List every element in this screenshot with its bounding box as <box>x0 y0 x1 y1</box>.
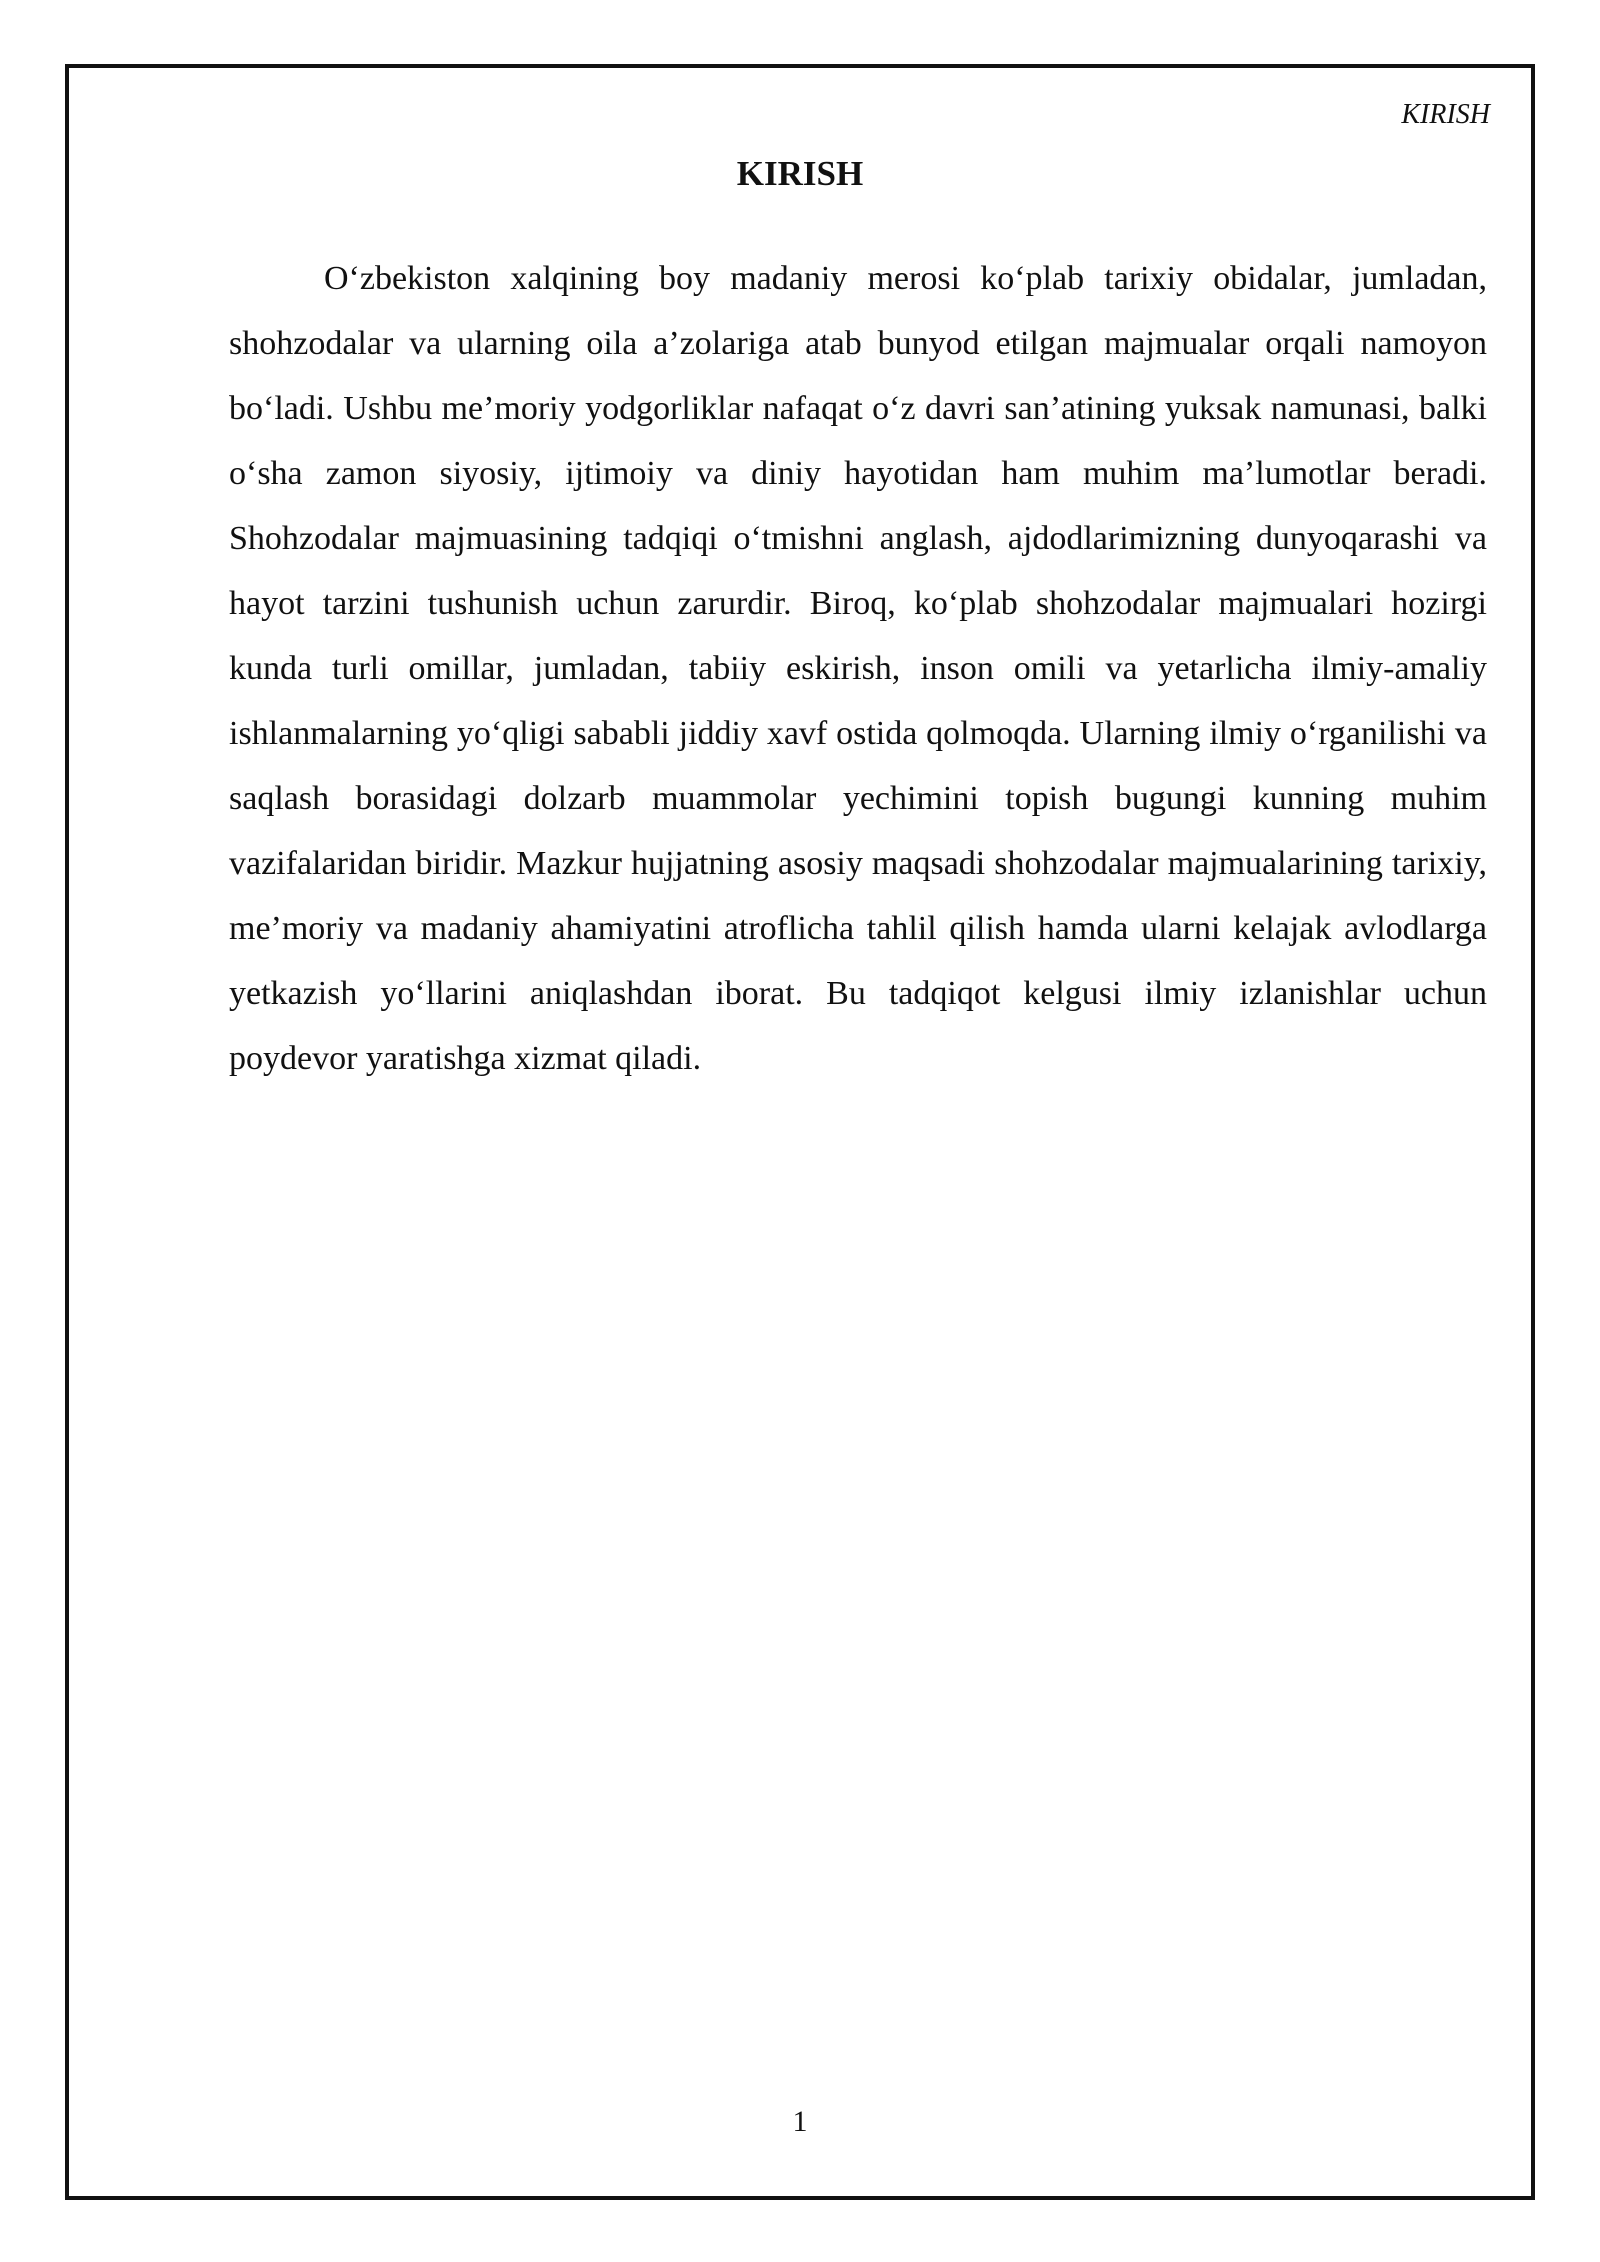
running-header: KIRISH <box>1401 99 1490 130</box>
body-paragraph: O‘zbekiston xalqining boy madaniy merosi ko‘plab tarixiy obidalar, jumladan, shohzodalar va ularning oila a’zolariga atab bunyod etilgan majmualar orqali namoyon bo‘ladi. Ushbu me’moriy yodgorliklar nafaqat o‘z davri san’atining yuksak namunasi, balki o‘sha zamon siyosiy, ijtimoiy va diniy hayotidan ham muhim ma’lumotlar beradi. Shohzodalar majmuasining tadqiqi o‘tmishni anglash, ajdodlarimizning dunyoqarashi va hayot tarzini tushunish uchun zarurdir. Biroq, ko‘plab shohzodalar majmualari hozirgi kunda turli omillar, jumladan, tabiiy eskirish, inson omili va yetarlicha ilmiy-amaliy ishlanmalarning yo‘qligi sababli jiddiy xavf ostida qolmoqda. Ularning ilmiy o‘rganilishi va saqlash borasidagi dolzarb muammolar yechimini topish bugungi kunning muhim vazifalaridan biridir. Mazkur hujjatning asosiy maqsadi shohzodalar majmualarining tarixiy, me’moriy va madaniy ahamiyatini atroflicha tahlil qilish hamda ularni kelajak avlodlarga yetkazish yo‘llarini aniqlashdan iborat. Bu tadqiqot kelgusi ilmiy izlanishlar uchun poydevor yaratishga xizmat qiladi. <box>229 260 1487 1077</box>
section-title: KIRISH <box>736 154 864 193</box>
page-number: 1 <box>792 2105 808 2138</box>
